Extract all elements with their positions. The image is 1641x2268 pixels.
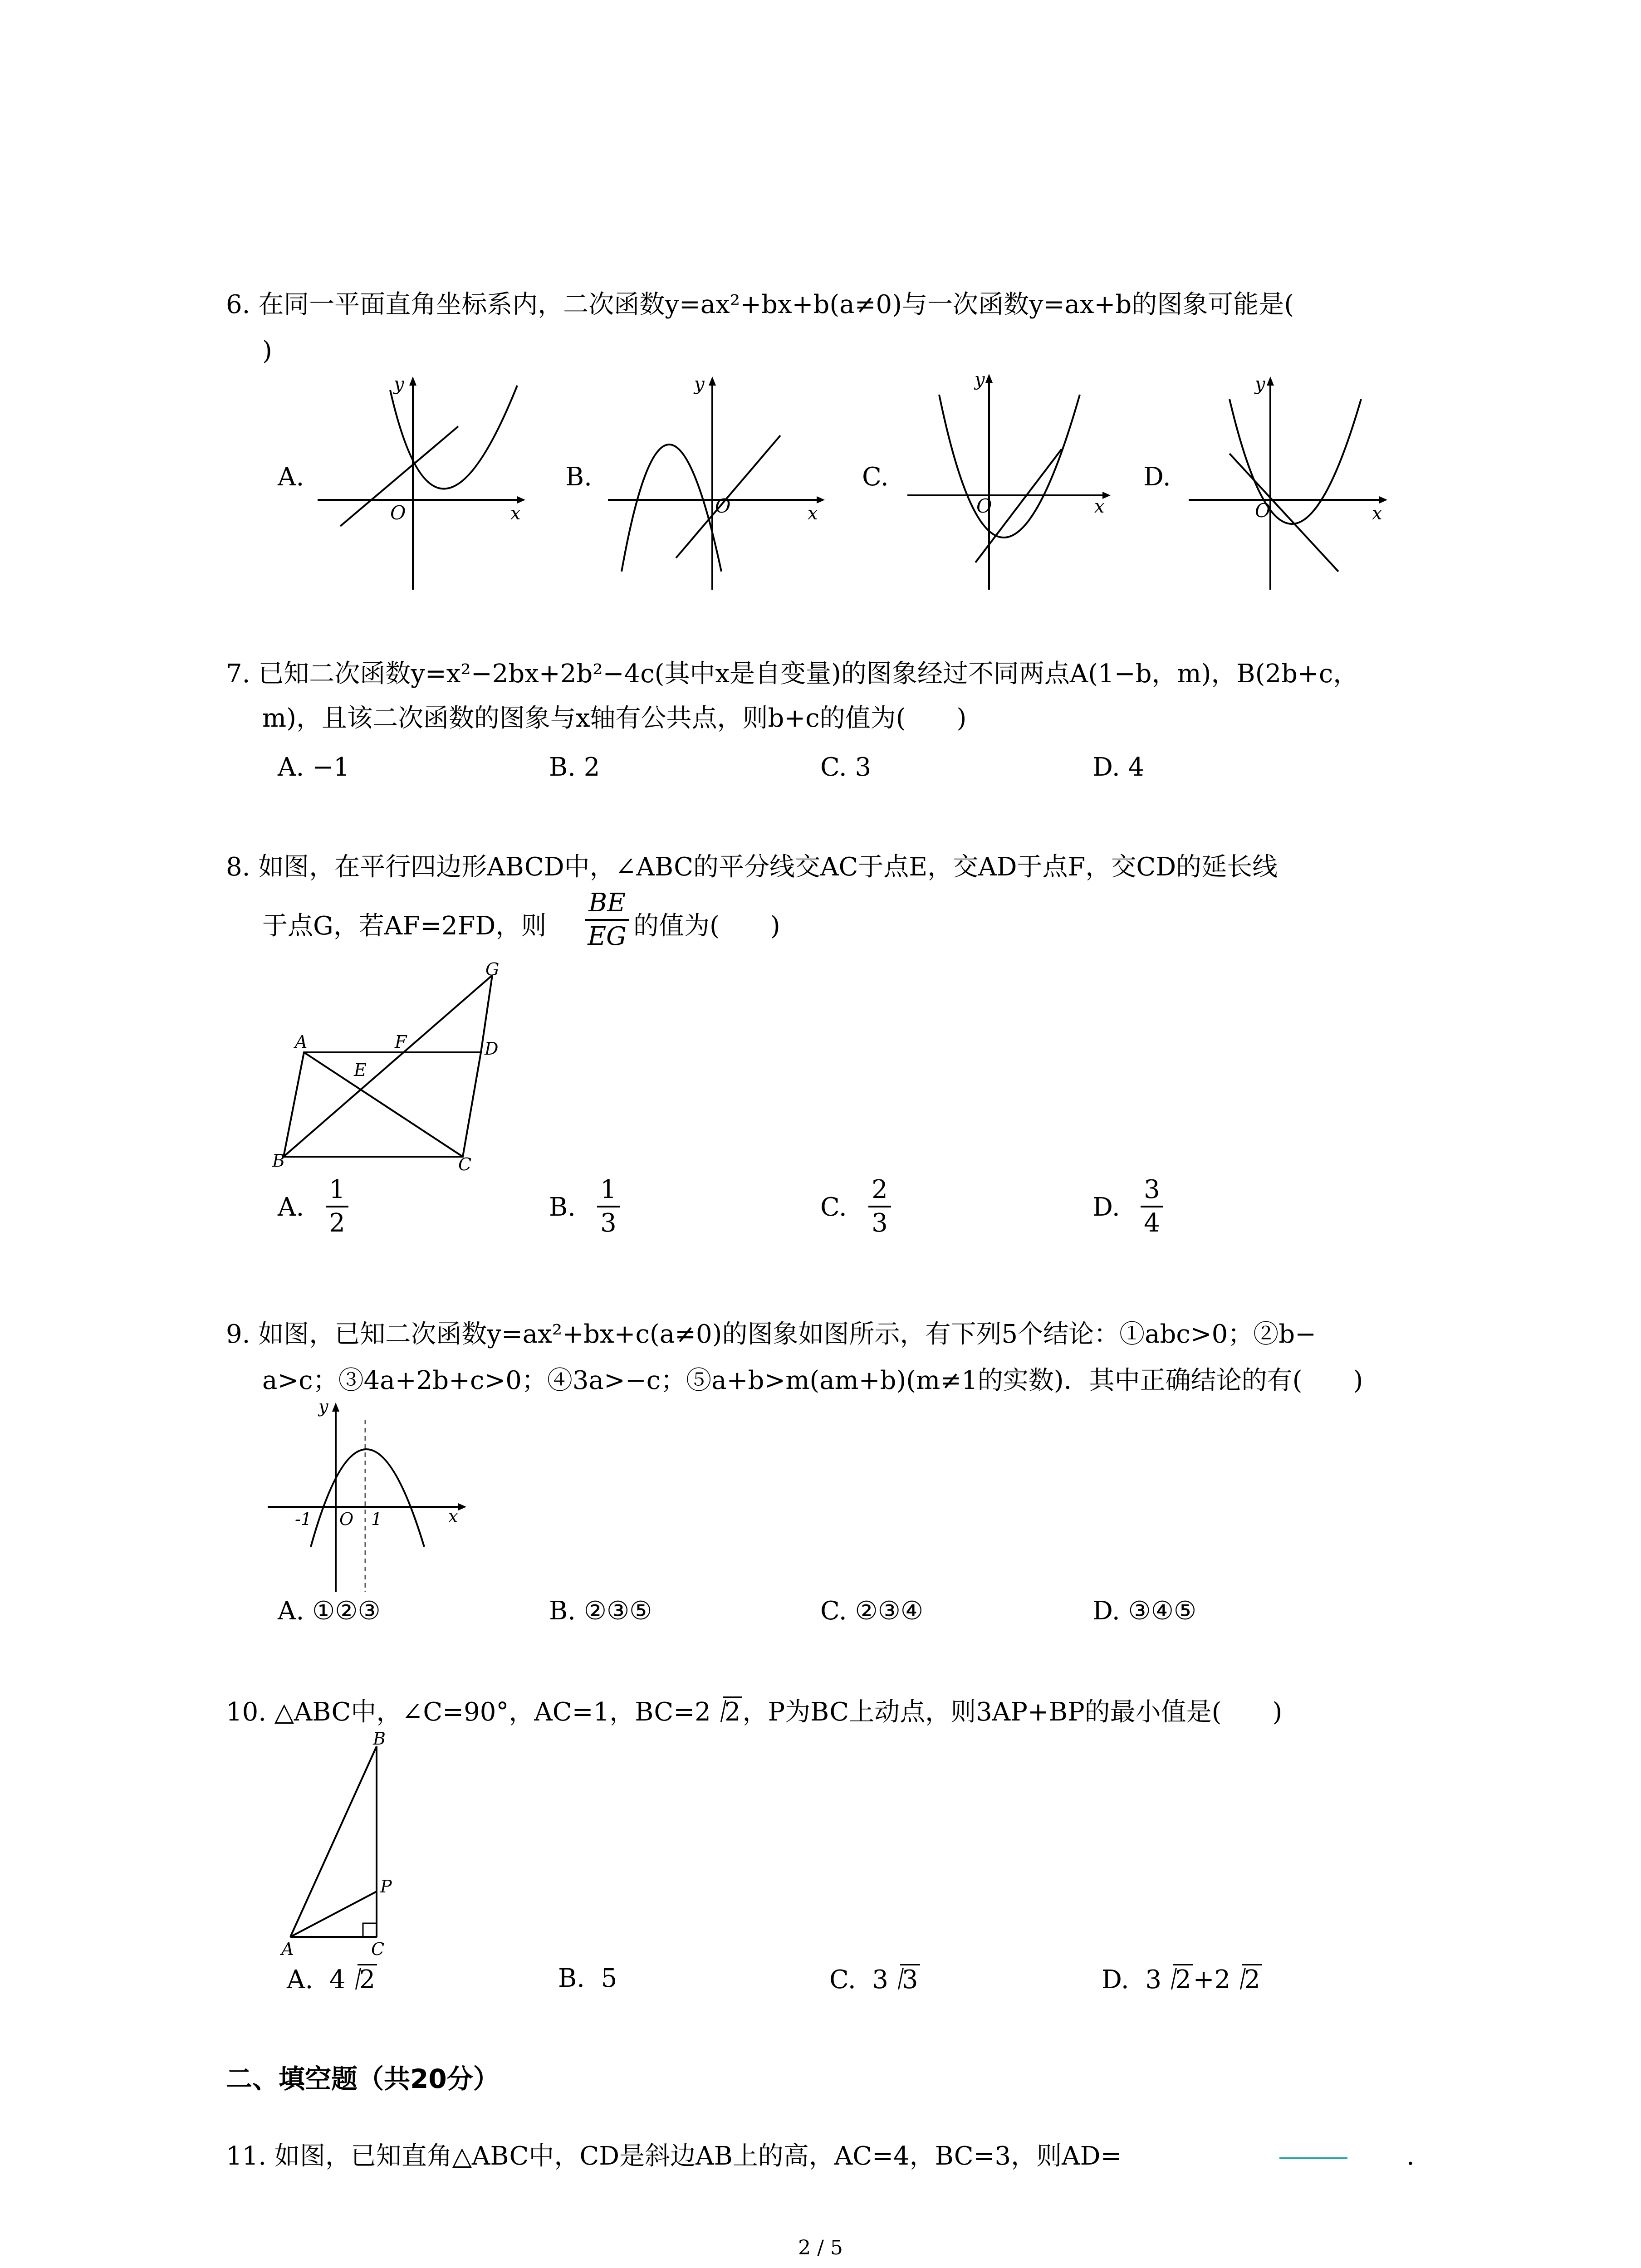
q9-parabola-graph bbox=[268, 1397, 467, 1592]
q6-option-d-label: D. bbox=[1143, 462, 1171, 492]
q9-line1: 9. 如图，已知二次函数y=ax²+bx+c(a≠0)的图象如图所示，有下列5个结论：①abc>0；②b− bbox=[226, 1320, 1317, 1349]
q6-graph-c bbox=[907, 369, 1112, 590]
q6-graph-a bbox=[318, 376, 526, 590]
q8-option-b-frac: 1 3 bbox=[597, 1175, 620, 1238]
q9-x-label: x bbox=[448, 1506, 458, 1526]
q7-option-d: D. 4 bbox=[1092, 753, 1145, 782]
section-2-heading: 二、填空题（共20分） bbox=[226, 2063, 500, 2094]
q6-line1: 6. 在同一平面直角坐标系内，二次函数y=ax²+bx+b(a≠0)与一次函数y=ax+b的图象可能是( bbox=[226, 290, 1294, 319]
q6-a-origin-label: O bbox=[390, 502, 406, 524]
q8-line1: 8. 如图，在平行四边形ABCD中，∠ABC的平分线交AC于点E，交AD于点F，交CD的延长线 bbox=[226, 852, 1278, 882]
q11-text: 11. 如图，已知直角△ABC中，CD是斜边AB上的高，AC=4，BC=3，则AD= bbox=[226, 2141, 1122, 2171]
q8-frac-num: BE bbox=[588, 888, 626, 918]
q9-one-label: 1 bbox=[371, 1509, 382, 1529]
q8-line2-pre: 于点G，若AF=2FD，则 bbox=[262, 911, 547, 941]
q10-triangle-figure bbox=[272, 1729, 408, 1959]
q9-option-b: B. ②③⑤ bbox=[549, 1596, 652, 1626]
q6-d-y-label: y bbox=[1255, 374, 1265, 395]
q9-neg1-label: -1 bbox=[295, 1509, 312, 1529]
q6-graph-b bbox=[608, 376, 826, 590]
q6-b-y-label: y bbox=[694, 374, 705, 395]
q8-frac-den: EG bbox=[588, 922, 627, 951]
q9-line2: a>c；③4a+2b+c>0；④3a>−c；⑤a+b>m(am+b)(m≠1的实数)．其中正确结论的有( ) bbox=[262, 1366, 1363, 1395]
q6-d-origin-label: O bbox=[1255, 499, 1271, 522]
q8-option-a-label: A. bbox=[278, 1193, 304, 1222]
q7-option-b: B. 2 bbox=[549, 753, 600, 782]
q6-line2: ) bbox=[262, 336, 272, 366]
q8-point-f: F bbox=[395, 1032, 407, 1052]
q8-point-c: C bbox=[458, 1154, 472, 1174]
q8-option-a-frac: 1 2 bbox=[326, 1175, 348, 1238]
q8-line2-post: 的值为( ) bbox=[633, 911, 780, 941]
q6-graph-d bbox=[1189, 376, 1388, 590]
q6-option-a-label: A. bbox=[278, 462, 304, 492]
q6-c-y-label: y bbox=[975, 369, 985, 390]
q8-point-a: A bbox=[295, 1032, 308, 1052]
q7-option-a: A. −1 bbox=[278, 753, 350, 782]
q6-a-x-label: x bbox=[510, 503, 521, 524]
q10-point-a: A bbox=[281, 1939, 294, 1959]
q6-b-origin-label: O bbox=[715, 495, 731, 517]
q6-c-origin-label: O bbox=[976, 495, 992, 517]
q6-b-x-label: x bbox=[808, 503, 818, 524]
q10-option-a: A. 4 2 bbox=[287, 1964, 377, 1994]
q7-option-c: C. 3 bbox=[820, 753, 872, 782]
q10-point-b: B bbox=[373, 1729, 386, 1749]
q10-sqrt: 2 bbox=[711, 1696, 743, 1727]
q6-a-y-label: y bbox=[394, 374, 404, 395]
q8-option-c-frac: 2 3 bbox=[868, 1175, 891, 1238]
q7-line2: m)，且该二次函数的图象与x轴有公共点，则b+c的值为( ) bbox=[262, 704, 967, 733]
q10-line1: 10. △ABC中，∠C=90°，AC=1，BC=2 2，P为BC上动点，则3AP+BP的最小值是( ) bbox=[226, 1697, 1283, 1727]
q8-option-c-label: C. bbox=[820, 1193, 847, 1222]
q8-option-d-label: D. bbox=[1092, 1193, 1120, 1222]
q8-parallelogram-figure bbox=[272, 959, 508, 1175]
page-number: 2 / 5 bbox=[798, 2236, 843, 2259]
q8-point-b: B bbox=[272, 1151, 285, 1171]
q11-answer-blank[interactable] bbox=[1279, 2157, 1347, 2159]
q9-origin-label: O bbox=[339, 1509, 354, 1529]
q8-point-e: E bbox=[354, 1060, 367, 1080]
q8-point-d: D bbox=[485, 1039, 499, 1059]
q10-option-b: B. 5 bbox=[558, 1964, 617, 1993]
q8-option-b-label: B. bbox=[549, 1193, 576, 1222]
q11-end: . bbox=[1406, 2141, 1415, 2171]
q6-c-x-label: x bbox=[1094, 496, 1105, 517]
q8-point-g: G bbox=[485, 959, 500, 979]
q10-option-c: C. 3 3 bbox=[829, 1964, 920, 1994]
q9-option-a: A. ①②③ bbox=[278, 1596, 381, 1626]
q7-line1: 7. 已知二次函数y=x²−2bx+2b²−4c(其中x是自变量)的图象经过不同两点A(1−b，m)，B(2b+c， bbox=[226, 659, 1359, 689]
q9-option-d: D. ③④⑤ bbox=[1092, 1596, 1197, 1626]
q6-d-x-label: x bbox=[1372, 503, 1382, 524]
q8-option-d-frac: 3 4 bbox=[1141, 1175, 1163, 1238]
q9-y-label: y bbox=[318, 1397, 328, 1417]
q10-point-p: P bbox=[380, 1877, 392, 1897]
q10-point-c: C bbox=[371, 1939, 385, 1959]
q9-option-c: C. ②③④ bbox=[820, 1596, 924, 1626]
q6-option-c-label: C. bbox=[862, 462, 889, 492]
q8-fraction bbox=[585, 888, 629, 952]
q6-option-b-label: B. bbox=[565, 462, 592, 492]
q10-option-d: D. 3 2+2 2 bbox=[1102, 1964, 1262, 1994]
